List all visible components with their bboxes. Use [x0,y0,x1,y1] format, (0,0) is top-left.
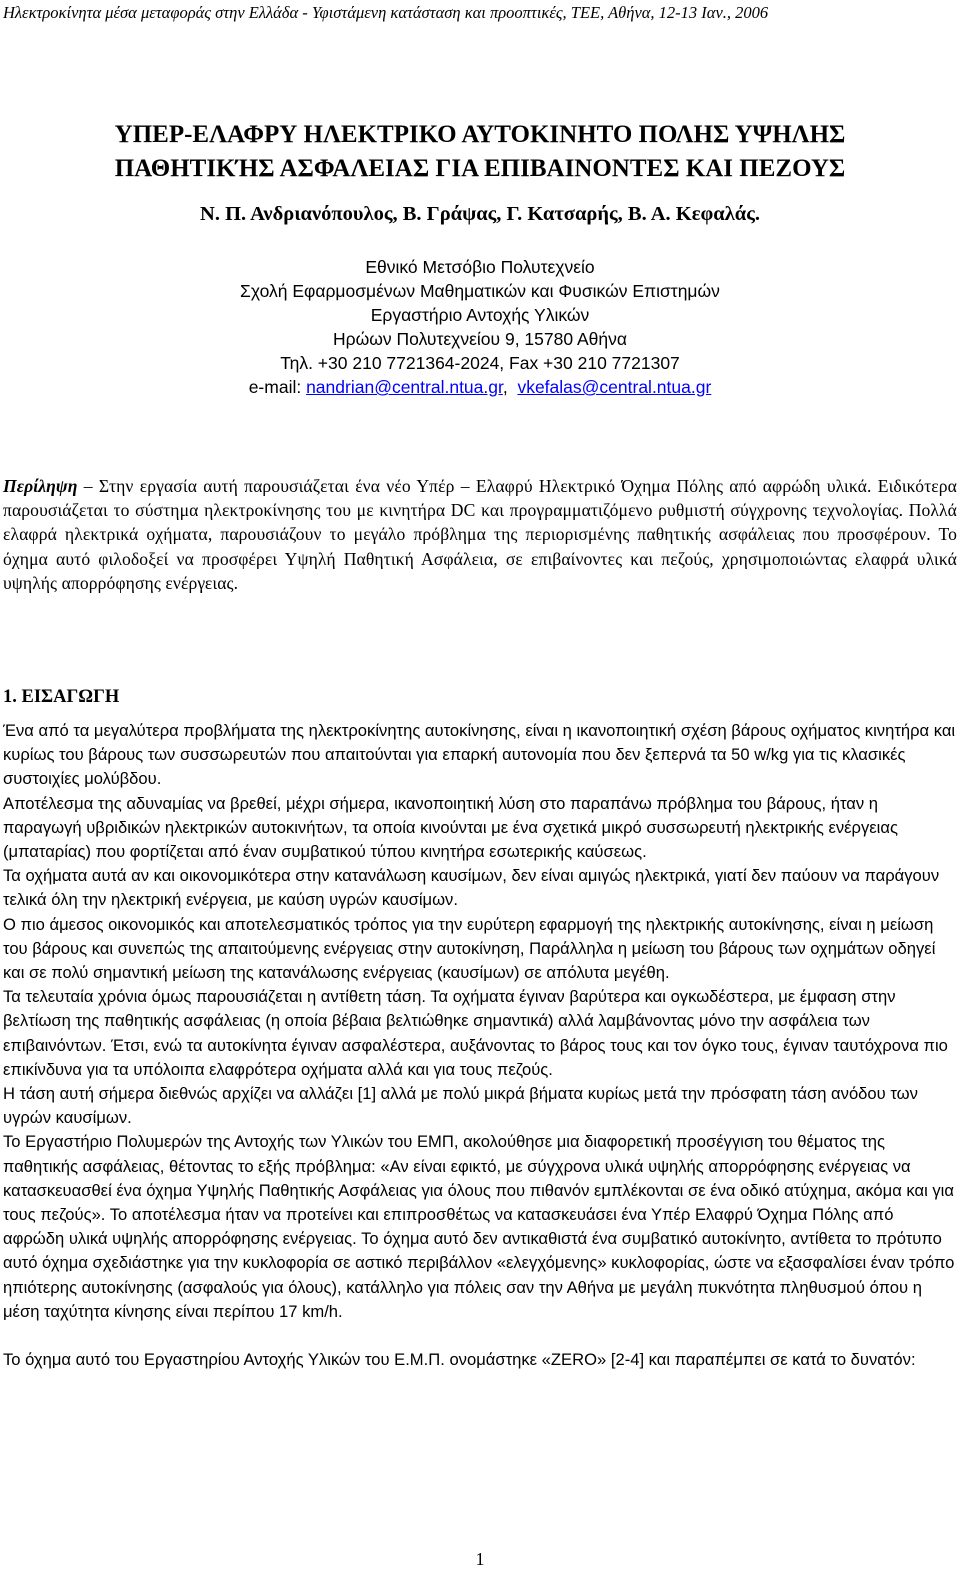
email-separator: , [502,377,518,397]
abstract-text: – Στην εργασία αυτή παρουσιάζεται ένα νέο Υπέρ – Ελαφρύ Ηλεκτρικό Όχημα Πόλης από αφρώδη υλικά. Ειδικότερα παρουσιάζεται το σύστημα ηλεκτροκίνησης του με κινητήρα DC και προγραμματιζόμενο ρυθμιστή σύγχρονης τεχνολογίας. Πολλά ελαφρά ηλεκτρικά οχήματα, παρουσιάζουν το μεγάλο πρόβλημα της περιορισμένης παθητικής ασφάλειας που προσφέρουν. Το όχημα αυτό φιλοδοξεί να προσφέρει Υψηλή Παθητική Ασφάλεια, σε επιβαίνοντες και πεζούς, χρησιμοποιώντας ελαφρά υλικά υψηλής απορρόφησης ενέργειας. [3,476,957,593]
affiliation-school: Σχολή Εφαρμοσμένων Μαθηματικών και Φυσικών Επιστημών [240,281,720,301]
paragraph: Τα τελευταία χρόνια όμως παρουσιάζεται η αντίθετη τάση. Τα οχήματα έγιναν βαρύτερα και ογκωδέστερα, με έμφαση στην βελτίωση της παθητικής ασφάλειας (η οποία βέβαια βελτιώθηκε σημαντικά) αλλά λαμβάνοντας μόνο την ασφάλεια των επιβαινόντων. Έτσι, ενώ τα αυτοκίνητα έγιναν ασφαλέστερα, αυξάνοντας το βάρος τους και τον όγκο τους, έγιναν ταυτόχρονα πιο επικίνδυνα για τα υπόλοιπα ελαφρότερα οχήματα αλλά και για τους πεζούς. [3,987,948,1079]
page-number: 1 [475,1549,485,1569]
paragraph: Η τάση αυτή σήμερα διεθνώς αρχίζει να αλλάζει [1] αλλά με πολύ μικρά βήματα κυρίως μετά την πρόσφατη τάση ανόδου των υγρών καυσίμων. [3,1084,918,1128]
paragraph: Τα οχήματα αυτά αν και οικονομικότερα στην κατανάλωση καυσίμων, δεν είναι αμιγώς ηλεκτρικά, γιατί δεν παύουν να παράγουν τελικά όλη την ηλεκτρική ενέργεια, με καύση υγρών καυσίμων. [3,866,940,910]
introduction-body [3,719,957,1372]
affiliation-lab: Εργαστήριο Αντοχής Υλικών [370,305,590,325]
affiliation-university: Εθνικό Μετσόβιο Πολυτεχνείο [365,257,595,277]
affiliation-phone: Τηλ. +30 210 7721364-2024, Fax +30 210 7721307 [280,353,680,373]
affiliation-block [0,255,960,399]
abstract [3,474,957,595]
affiliation-address: Ηρώων Πολυτεχνείου 9, 15780 Αθήνα [333,329,627,349]
paragraph: Το όχημα αυτό του Εργαστηρίου Αντοχής Υλικών του Ε.Μ.Π. ονομάστηκε «ZERO» [2-4] και παραπέμπει σε κατά το δυνατόν: [3,1350,916,1370]
paragraph: Το Εργαστήριο Πολυμερών της Αντοχής των Υλικών του ΕΜΠ, ακολούθησε μια διαφορετική προσέγγιση του θέματος της παθητικής ασφάλειας, θέτοντας το εξής πρόβλημα: «Αν είναι εφικτό, με σύγχρονα υλικά υψηλής απορρόφησης ενέργειας να κατασκευασθεί ένα όχημα Υψηλής Παθητικής Ασφάλειας για όλους που πιθανόν εμπλέκονται σε ένα οδικό ατύχημα, ακόμα και για τους πεζούς». Το αποτέλεσμα ήταν να προτείνει και επιπροσθέτως να κατασκευάσει ένα Υπέρ Ελαφρύ Όχημα Πόλης από αφρώδη υλικά υψηλής απορρόφησης ενέργειας. Το όχημα αυτό δεν αντικαθιστά ένα συμβατικό αυτοκίνητο, αντίθετα το πρότυπο αυτό όχημα σχεδιάστηκε για την κυκλοφορία σε αστικό περιβάλλον «ελεγχόμενης» κυκλοφορίας, ώστε να εξασφαλίσει έναν τρόπο ηπιότερης αυτοκίνησης (ασφαλούς για όλους), κατάλληλο για πόλεις σαν την Αθήνα με μεγάλη πυκνότητα πληθυσμού όπου η μέση ταχύτητα κίνησης είναι περίπου 17 km/h. [3,1132,955,1321]
section-heading-introduction: 1. ΕΙΣΑΓΩΓΗ [3,687,120,707]
paragraph: Αποτέλεσμα της αδυναμίας να βρεθεί, μέχρι σήμερα, ικανοποιητική λύση στο παραπάνω πρόβλημα του βάρους, ήταν η παραγωγή υβριδικών ηλεκτρικών αυτοκινήτων, τα οποία κινούνται με ένα σχετικά μικρό συσσωρευτή ηλεκτρικής ενέργειας (μπαταρίας) που φορτίζεται από έναν συμβατικού τύπου κινητήρα εσωτερικής καύσεως. [3,793,898,862]
title-line-1: ΥΠΕΡ-ΕΛΑΦΡΥ ΗΛΕΚΤΡΙΚΟ ΑΥΤΟΚΙΝΗΤΟ ΠΟΛΗΣ ΥΨΗΛΗΣ [114,121,846,148]
running-header: Ηλεκτροκίνητα μέσα μεταφοράς στην Ελλάδα - Υφιστάμενη κατάσταση και προοπτικές, ΤΕΕ, Αθήνα, 12-13 Ιαν., 2006 [3,3,769,22]
email-link-2[interactable]: vkefalas@central.ntua.gr [517,377,712,397]
paragraph: Ο πιο άμεσος οικονομικός και αποτελεσματικός τρόπος για την ευρύτερη εφαρμογή της ηλεκτρικής αυτοκίνησης, είναι η μείωση του βάρους και συνεπώς της απαιτούμενης ενέργειας στην αυτοκίνηση, Παράλληλα η μείωση του βάρους των οχημάτων οδηγεί και σε πολύ σημαντική μείωση της κατανάλωσης ενέργειας (καυσίμων) σε απόλυτα μεγέθη. [3,914,936,983]
abstract-label: Περίληψη [3,476,78,496]
paper-title [0,118,960,186]
author-list: Ν. Π. Ανδριανόπουλος, Β. Γράψας, Γ. Κατσαρής, Β. Α. Κεφαλάς. [200,203,760,225]
affiliation-email-line [0,375,960,399]
paragraph: Ένα από τα μεγαλύτερα προβλήματα της ηλεκτροκίνητης αυτοκίνησης, είναι η ικανοποιητική σχέση βάρους οχήματος κινητήρα και κυρίως του βάρους των συσσωρευτών που απαιτούνται για επαρκή αυτονομία που δεν ξεπερνά τα 50 w/kg για τις κλασικές συστοιχίες μολύβδου. [3,721,956,789]
title-line-2: ΠΑΘΗΤΙΚΉΣ ΑΣΦΑΛΕΙΑΣ ΓΙΑ ΕΠΙΒΑΙΝΟΝΤΕΣ ΚΑΙ ΠΕΖΟΥΣ [114,155,846,182]
email-label: e-mail: [248,377,307,397]
email-link-1[interactable]: nandrian@central.ntua.gr [306,377,503,397]
